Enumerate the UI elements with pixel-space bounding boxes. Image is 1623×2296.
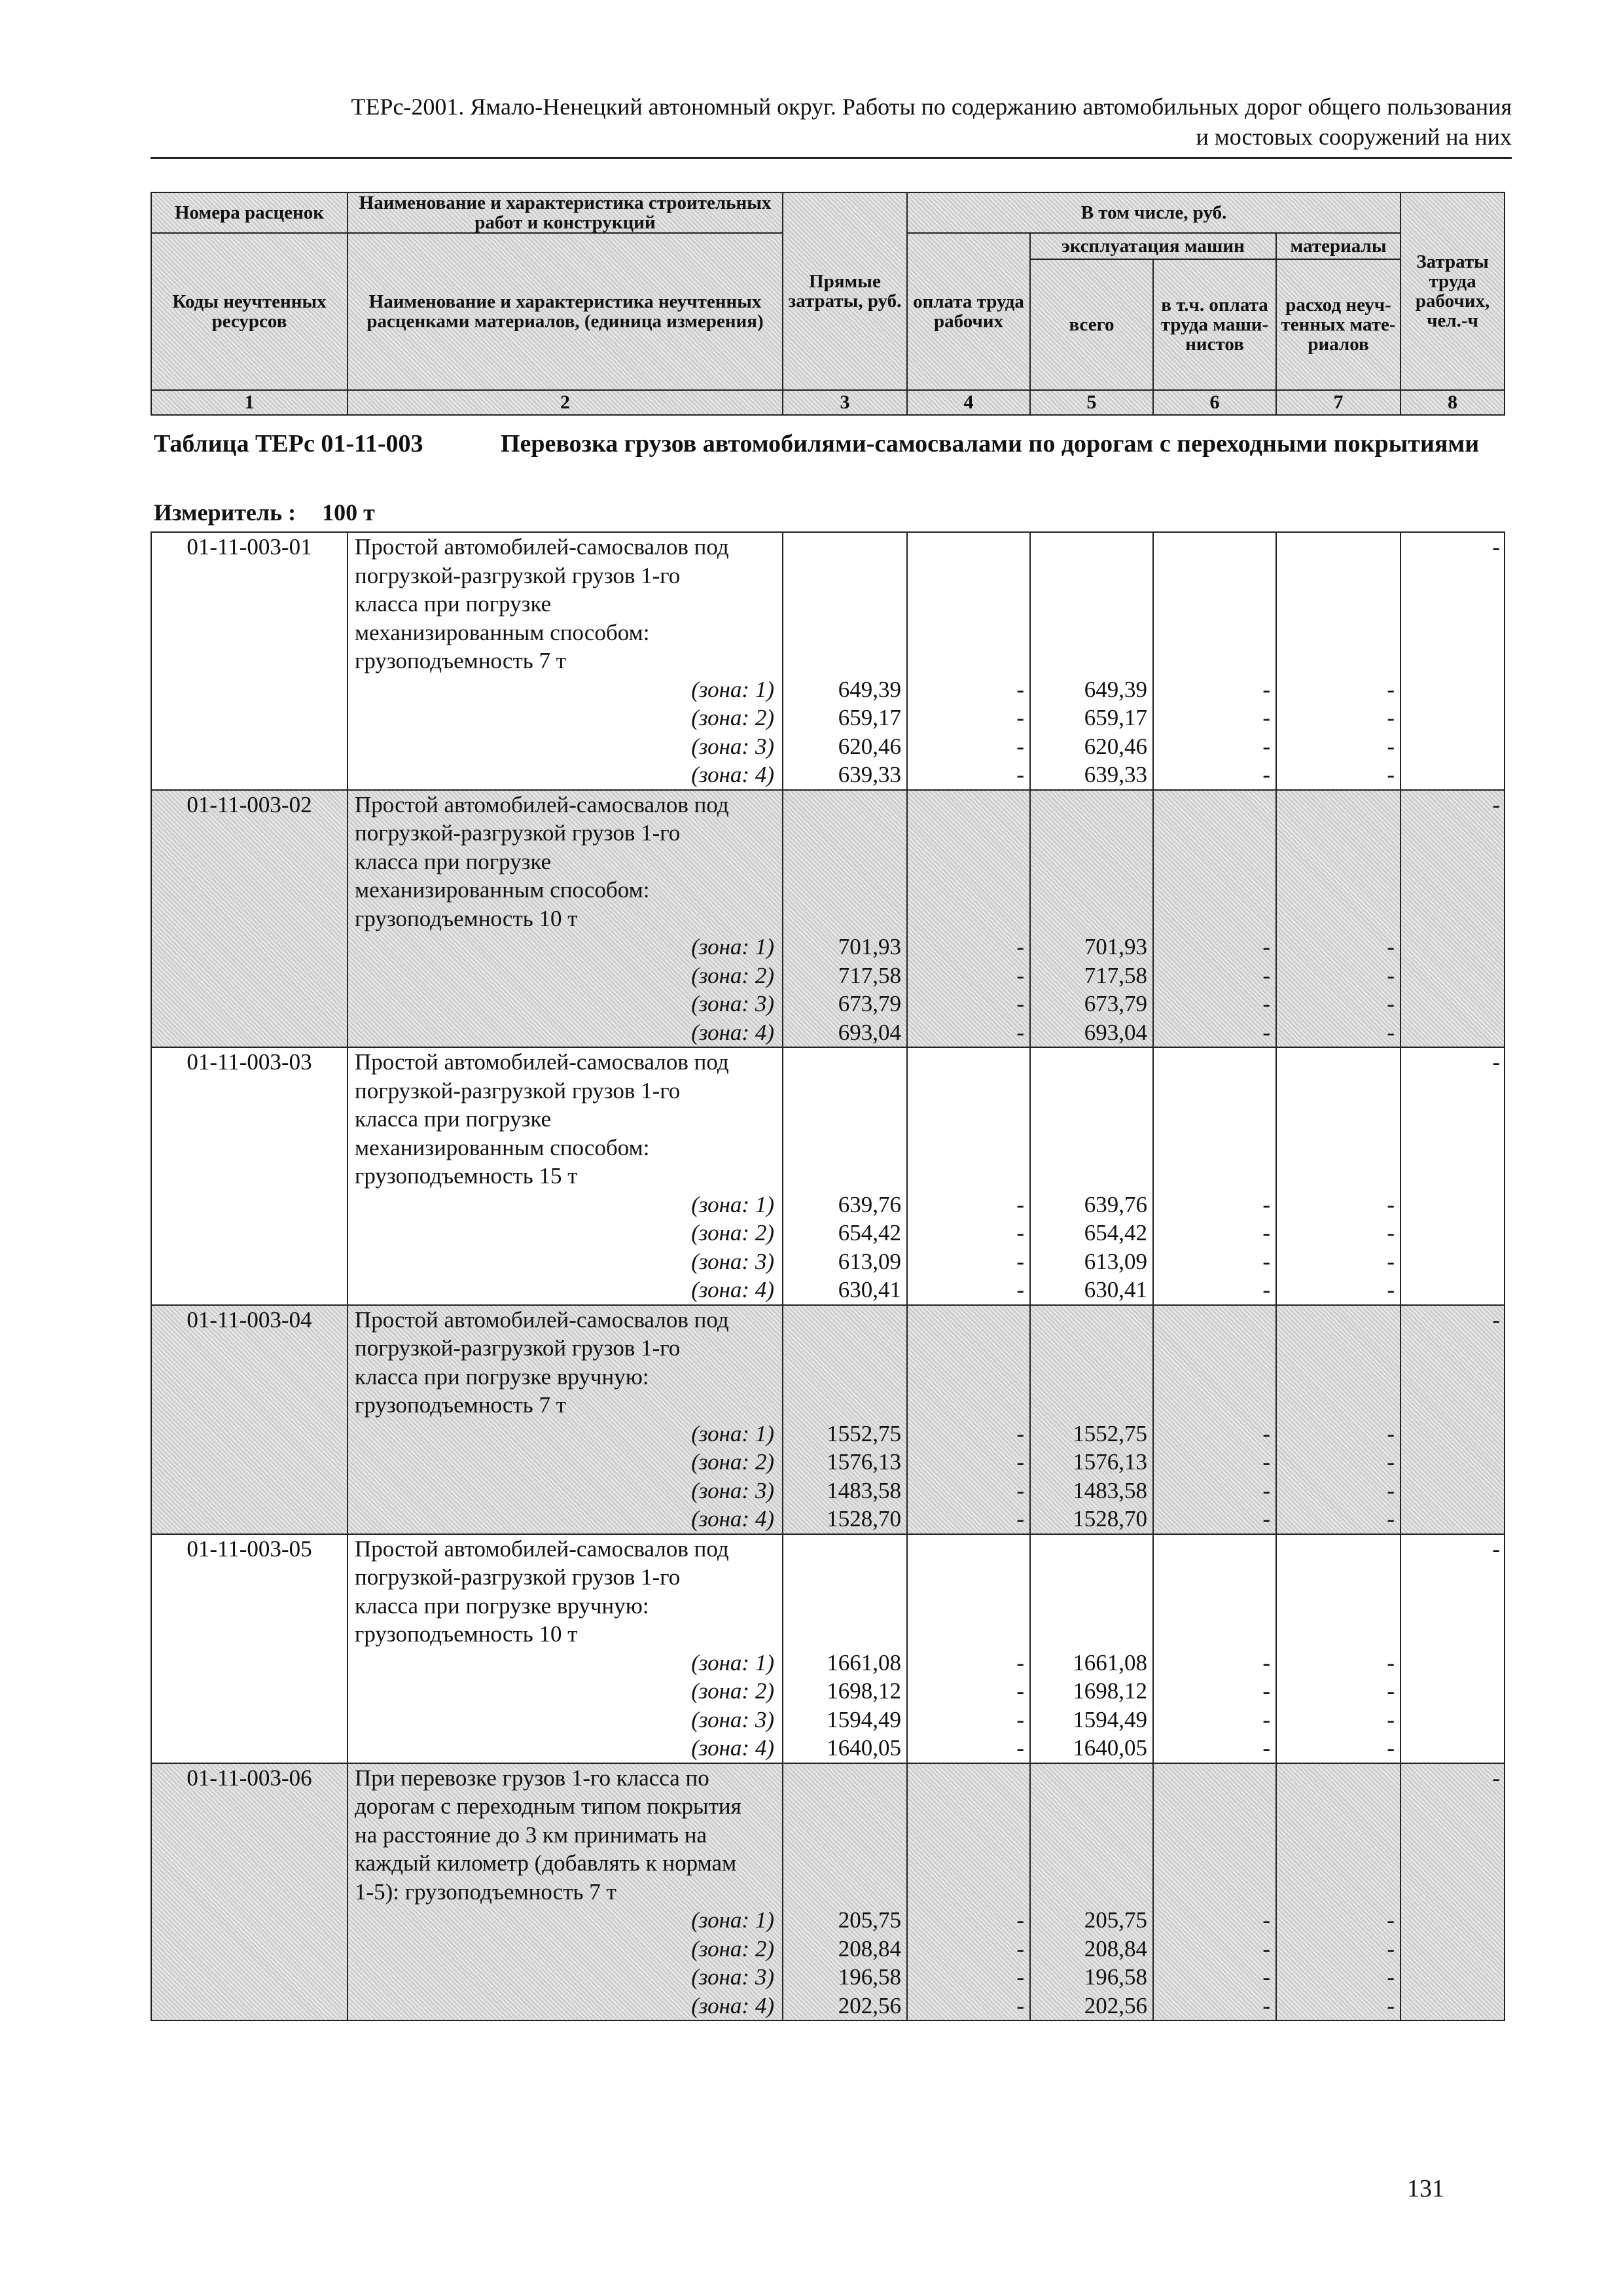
direct-costs-value: 701,93 (838, 934, 901, 960)
machines-value: 717,58 (1084, 962, 1147, 988)
description-line: погрузкой-разгрузкой грузов 1-го (355, 1564, 681, 1590)
machinist-wages-value: - (1262, 1019, 1270, 1045)
labor-value: - (1400, 532, 1505, 790)
machines-value: 630,41 (1084, 1277, 1147, 1302)
machines-value: 649,39 (1084, 676, 1147, 702)
materials-unaccounted-header: расход неуч-тенных мате-риалов (1276, 259, 1400, 390)
table-row (151, 1534, 1505, 1763)
wages-value: - (1016, 1935, 1024, 1962)
machinist-wages-value: - (1262, 934, 1270, 960)
rate-code: 01-11-003-04 (151, 1305, 348, 1534)
zone-label: (зона: 1) (691, 1649, 774, 1676)
zone-label: (зона: 2) (691, 1678, 774, 1704)
table-title-name: Перевозка грузов автомобилями-самосвалами по дорогам с переходными покрытиями (501, 430, 1480, 457)
labor-value: - (1400, 1534, 1505, 1763)
machines-value: 196,58 (1084, 1964, 1147, 1990)
rate-code: 01-11-003-02 (151, 790, 348, 1048)
table-row (151, 790, 1505, 1048)
materials-value: - (1387, 1907, 1395, 1933)
in-total-header: В том числе, руб. (907, 192, 1400, 233)
zone-label: (зона: 2) (691, 1220, 774, 1246)
direct-costs-value: 649,39 (838, 676, 901, 702)
labor-value: - (1400, 1047, 1505, 1305)
direct-costs-value: 613,09 (838, 1248, 901, 1274)
machines-value: 208,84 (1084, 1935, 1147, 1962)
materials-value: - (1387, 733, 1395, 759)
machines-value: 1483,58 (1073, 1477, 1147, 1503)
zone-label: (зона: 3) (691, 733, 774, 759)
zone-label: (зона: 4) (691, 1506, 774, 1532)
materials-header: материалы (1276, 233, 1400, 259)
description-line: При перевозке грузов 1-го класса по (355, 1765, 709, 1791)
rate-description (348, 1047, 783, 1305)
machinist-wages-value: - (1262, 1220, 1270, 1246)
machines-value-cell (1030, 1047, 1153, 1305)
labor-costs-header: Затраты труда рабочих, чел.-ч (1400, 192, 1505, 390)
machines-value: 693,04 (1084, 1019, 1147, 1045)
description-line: класса при погрузке (355, 591, 552, 617)
wages-value-cell (907, 1305, 1030, 1534)
machinist-wages-header: в т.ч. оплата труда маши-нистов (1153, 259, 1276, 390)
description-line: дорогам с переходным типом покрытия (355, 1793, 741, 1819)
materials-value: - (1387, 934, 1395, 960)
machines-value: 1698,12 (1073, 1678, 1147, 1704)
materials-value: - (1387, 1964, 1395, 1990)
materials-value: - (1387, 676, 1395, 702)
zone-label: (зона: 3) (691, 1477, 774, 1503)
column-number: 6 (1153, 390, 1276, 415)
direct-costs-value: 620,46 (838, 733, 901, 759)
machinist-wages-value: - (1262, 1420, 1270, 1446)
description-line: Простой автомобилей-самосвалов под (355, 534, 729, 560)
description-line: грузоподъемность 10 т (355, 905, 578, 931)
document-header-line-2: и мостовых сооружений на них (1196, 124, 1512, 150)
machines-value-cell (1030, 1534, 1153, 1763)
zone-label: (зона: 1) (691, 1420, 774, 1446)
machinist-wages-value: - (1262, 1992, 1270, 2018)
wages-value: - (1016, 1706, 1024, 1732)
materials-value: - (1387, 1992, 1395, 2018)
header-rule (151, 157, 1512, 159)
column-number: 4 (907, 390, 1030, 415)
rate-description (348, 1305, 783, 1534)
wages-value-cell (907, 1047, 1030, 1305)
wages-value: - (1016, 1649, 1024, 1676)
wages-value: - (1016, 1019, 1024, 1045)
direct-costs-value: 196,58 (838, 1964, 901, 1990)
direct-costs-value: 208,84 (838, 1935, 901, 1962)
materials-value-cell (1276, 1305, 1400, 1534)
machinist-wages-value: - (1262, 1477, 1270, 1503)
description-line: грузоподъемность 7 т (355, 648, 567, 673)
machinist-wages-value: - (1262, 1248, 1270, 1274)
measure-unit (154, 499, 375, 526)
machinist-wages-value: - (1262, 991, 1270, 1016)
materials-value: - (1387, 1277, 1395, 1302)
table-row (151, 532, 1505, 790)
wages-value: - (1016, 676, 1024, 702)
rates-table (151, 531, 1505, 2021)
machinist-wages-value: - (1262, 705, 1270, 730)
description-line: грузоподъемность 7 т (355, 1392, 567, 1418)
machines-value: 639,76 (1084, 1191, 1147, 1217)
machines-value: 1661,08 (1073, 1649, 1147, 1676)
machines-value: 1528,70 (1073, 1506, 1147, 1532)
description-line: погрузкой-разгрузкой грузов 1-го (355, 820, 681, 846)
description-line: 1-5): грузоподъемность 7 т (355, 1878, 616, 1905)
materials-value: - (1387, 1935, 1395, 1962)
machines-value: 620,46 (1084, 733, 1147, 759)
col2-top-header: Наименование и характеристика строительных работ и конструкций (348, 192, 783, 233)
zone-label: (зона: 1) (691, 1907, 774, 1933)
wages-value: - (1016, 1277, 1024, 1302)
column-number: 7 (1276, 390, 1400, 415)
materials-value-cell (1276, 790, 1400, 1048)
table-row (151, 1047, 1505, 1305)
wages-value-cell (907, 532, 1030, 790)
materials-value: - (1387, 1735, 1395, 1761)
machines-header: эксплуатация машин (1030, 233, 1276, 259)
column-header-table (151, 192, 1505, 416)
description-line: Простой автомобилей-самосвалов под (355, 791, 729, 817)
rate-description (348, 1763, 783, 2021)
description-line: погрузкой-разгрузкой грузов 1-го (355, 1077, 681, 1103)
description-line: грузоподъемность 15 т (355, 1163, 578, 1189)
rate-code: 01-11-003-01 (151, 532, 348, 790)
zone-label: (зона: 3) (691, 1706, 774, 1732)
description-line: класса при погрузке (355, 1106, 552, 1132)
direct-costs-value-cell (783, 1047, 907, 1305)
zone-label: (зона: 1) (691, 676, 774, 702)
machinist-wages-value: - (1262, 1935, 1270, 1962)
page-number: 131 (1407, 2175, 1444, 2202)
machines-value: 205,75 (1084, 1907, 1147, 1933)
description-line: класса при погрузке вручную: (355, 1592, 649, 1619)
machines-value: 1576,13 (1073, 1449, 1147, 1475)
rate-code: 01-11-003-05 (151, 1534, 348, 1763)
zone-label: (зона: 1) (691, 934, 774, 960)
direct-costs-value: 205,75 (838, 1907, 901, 1933)
description-line: погрузкой-разгрузкой грузов 1-го (355, 562, 681, 588)
materials-value: - (1387, 1477, 1395, 1503)
machinist-wages-value: - (1262, 676, 1270, 702)
machinist-wages-value-cell (1153, 1763, 1276, 2021)
materials-value: - (1387, 1248, 1395, 1274)
zone-label: (зона: 2) (691, 962, 774, 988)
materials-value: - (1387, 1649, 1395, 1676)
column-number: 1 (151, 390, 348, 415)
machinist-wages-value: - (1262, 962, 1270, 988)
column-number: 8 (1400, 390, 1505, 415)
machinist-wages-value: - (1262, 733, 1270, 759)
direct-costs-value: 659,17 (838, 705, 901, 730)
machines-value: 673,79 (1084, 991, 1147, 1016)
wages-value: - (1016, 1420, 1024, 1446)
wages-value: - (1016, 1678, 1024, 1704)
document-header (151, 92, 1512, 152)
zone-label: (зона: 3) (691, 1964, 774, 1990)
materials-value-cell (1276, 1763, 1400, 2021)
zone-label: (зона: 4) (691, 1735, 774, 1761)
direct-costs-value: 673,79 (838, 991, 901, 1016)
direct-costs-value: 1640,05 (827, 1735, 901, 1761)
column-number: 2 (348, 390, 783, 415)
machines-value: 1552,75 (1073, 1420, 1147, 1446)
description-line: механизированным способом: (355, 877, 650, 903)
direct-costs-value: 1528,70 (827, 1506, 901, 1532)
machines-value: 613,09 (1084, 1248, 1147, 1274)
materials-value-cell (1276, 1047, 1400, 1305)
direct-costs-header: Прямые затраты, руб. (783, 192, 907, 390)
col1-bottom-header: Коды неучтенных ресурсов (151, 233, 348, 390)
machinist-wages-value-cell (1153, 1047, 1276, 1305)
wages-value-cell (907, 790, 1030, 1048)
column-number: 3 (783, 390, 907, 415)
wages-value: - (1016, 1506, 1024, 1532)
wages-value: - (1016, 1992, 1024, 2018)
materials-value: - (1387, 1220, 1395, 1246)
zone-label: (зона: 4) (691, 762, 774, 787)
wages-value: - (1016, 1191, 1024, 1217)
rate-description (348, 1534, 783, 1763)
machines-value-cell (1030, 1763, 1153, 2021)
zone-label: (зона: 3) (691, 1248, 774, 1274)
machines-value-cell (1030, 1305, 1153, 1534)
rate-description (348, 790, 783, 1048)
description-line: Простой автомобилей-самосвалов под (355, 1306, 729, 1333)
direct-costs-value-cell (783, 1534, 907, 1763)
machinist-wages-value: - (1262, 1191, 1270, 1217)
materials-value: - (1387, 1019, 1395, 1045)
direct-costs-value: 1483,58 (827, 1477, 901, 1503)
wages-value: - (1016, 733, 1024, 759)
materials-value: - (1387, 762, 1395, 787)
description-line: грузоподъемность 10 т (355, 1621, 578, 1647)
wages-header: оплата труда рабочих (907, 233, 1030, 390)
machinist-wages-value-cell (1153, 1534, 1276, 1763)
measure-label: Измеритель : (154, 499, 296, 526)
labor-value: - (1400, 1305, 1505, 1534)
machinist-wages-value: - (1262, 1907, 1270, 1933)
zone-label: (зона: 1) (691, 1191, 774, 1217)
direct-costs-value-cell (783, 1305, 907, 1534)
column-number: 5 (1030, 390, 1153, 415)
direct-costs-value: 639,76 (838, 1191, 901, 1217)
direct-costs-value: 630,41 (838, 1277, 901, 1302)
col2-bottom-header: Наименование и характеристика неучтенных расценками материалов, (единица измерения) (348, 233, 783, 390)
table-title-code: Таблица ТЕРс 01-11-003 (154, 430, 423, 457)
machinist-wages-value: - (1262, 1649, 1270, 1676)
materials-value: - (1387, 1449, 1395, 1475)
machines-value: 659,17 (1084, 705, 1147, 730)
machines-value-cell (1030, 790, 1153, 1048)
direct-costs-value-cell (783, 1763, 907, 2021)
machinist-wages-value: - (1262, 1277, 1270, 1302)
description-line: механизированным способом: (355, 1134, 650, 1160)
direct-costs-value: 693,04 (838, 1019, 901, 1045)
machinist-wages-value: - (1262, 1706, 1270, 1732)
col1-top-header: Номера расценок (151, 192, 348, 233)
description-line: погрузкой-разгрузкой грузов 1-го (355, 1335, 681, 1361)
table-row (151, 1763, 1505, 2021)
zone-label: (зона: 4) (691, 1992, 774, 2018)
measure-value: 100 т (322, 499, 375, 526)
materials-value: - (1387, 991, 1395, 1016)
direct-costs-value-cell (783, 532, 907, 790)
description-line: класса при погрузке вручную: (355, 1363, 649, 1390)
direct-costs-value: 639,33 (838, 762, 901, 787)
description-line: Простой автомобилей-самосвалов под (355, 1535, 729, 1562)
machinist-wages-value: - (1262, 1506, 1270, 1532)
wages-value: - (1016, 1477, 1024, 1503)
labor-value: - (1400, 1763, 1505, 2021)
description-line: на расстояние до 3 км принимать на (355, 1821, 707, 1848)
wages-value: - (1016, 1248, 1024, 1274)
wages-value: - (1016, 762, 1024, 787)
direct-costs-value: 1661,08 (827, 1649, 901, 1676)
machinist-wages-value-cell (1153, 1305, 1276, 1534)
machinist-wages-value: - (1262, 1678, 1270, 1704)
materials-value: - (1387, 1420, 1395, 1446)
wages-value: - (1016, 705, 1024, 730)
wages-value: - (1016, 1907, 1024, 1933)
materials-value: - (1387, 1506, 1395, 1532)
document-header-line-1: ТЕРс-2001. Ямало-Ненецкий автономный округ. Работы по содержанию автомобильных дорог общего пользования (351, 94, 1512, 120)
materials-value: - (1387, 705, 1395, 730)
machines-value-cell (1030, 532, 1153, 790)
zone-label: (зона: 2) (691, 1935, 774, 1962)
machinist-wages-value-cell (1153, 532, 1276, 790)
machinist-wages-value-cell (1153, 790, 1276, 1048)
direct-costs-value: 717,58 (838, 962, 901, 988)
description-line: механизированным способом: (355, 619, 650, 645)
direct-costs-value: 1594,49 (827, 1706, 901, 1732)
zone-label: (зона: 2) (691, 705, 774, 730)
direct-costs-value: 202,56 (838, 1992, 901, 2018)
machinist-wages-value: - (1262, 1964, 1270, 1990)
wages-value: - (1016, 991, 1024, 1016)
machinist-wages-value: - (1262, 1449, 1270, 1475)
wages-value-cell (907, 1534, 1030, 1763)
labor-value: - (1400, 790, 1505, 1048)
materials-value-cell (1276, 1534, 1400, 1763)
wages-value: - (1016, 1220, 1024, 1246)
machinist-wages-value: - (1262, 762, 1270, 787)
machines-total-header: всего (1030, 259, 1153, 390)
wages-value-cell (907, 1763, 1030, 2021)
machines-value: 654,42 (1084, 1220, 1147, 1246)
materials-value: - (1387, 1678, 1395, 1704)
direct-costs-value: 1576,13 (827, 1449, 901, 1475)
zone-label: (зона: 4) (691, 1019, 774, 1045)
rate-description (348, 532, 783, 790)
materials-value: - (1387, 1191, 1395, 1217)
machines-value: 1640,05 (1073, 1735, 1147, 1761)
table-row (151, 1305, 1505, 1534)
direct-costs-value: 1698,12 (827, 1678, 901, 1704)
description-line: Простой автомобилей-самосвалов под (355, 1049, 729, 1075)
rate-code: 01-11-003-03 (151, 1047, 348, 1305)
machines-value: 1594,49 (1073, 1706, 1147, 1732)
rate-code: 01-11-003-06 (151, 1763, 348, 2021)
direct-costs-value: 654,42 (838, 1220, 901, 1246)
description-line: каждый километр (добавлять к нормам (355, 1850, 737, 1876)
direct-costs-value-cell (783, 790, 907, 1048)
machines-value: 701,93 (1084, 934, 1147, 960)
wages-value: - (1016, 1449, 1024, 1475)
materials-value: - (1387, 1706, 1395, 1732)
description-line: класса при погрузке (355, 848, 552, 874)
wages-value: - (1016, 1964, 1024, 1990)
machines-value: 202,56 (1084, 1992, 1147, 2018)
materials-value-cell (1276, 532, 1400, 790)
wages-value: - (1016, 934, 1024, 960)
wages-value: - (1016, 962, 1024, 988)
zone-label: (зона: 2) (691, 1449, 774, 1475)
machines-value: 639,33 (1084, 762, 1147, 787)
wages-value: - (1016, 1735, 1024, 1761)
direct-costs-value: 1552,75 (827, 1420, 901, 1446)
zone-label: (зона: 3) (691, 991, 774, 1016)
machinist-wages-value: - (1262, 1735, 1270, 1761)
materials-value: - (1387, 962, 1395, 988)
zone-label: (зона: 4) (691, 1277, 774, 1302)
